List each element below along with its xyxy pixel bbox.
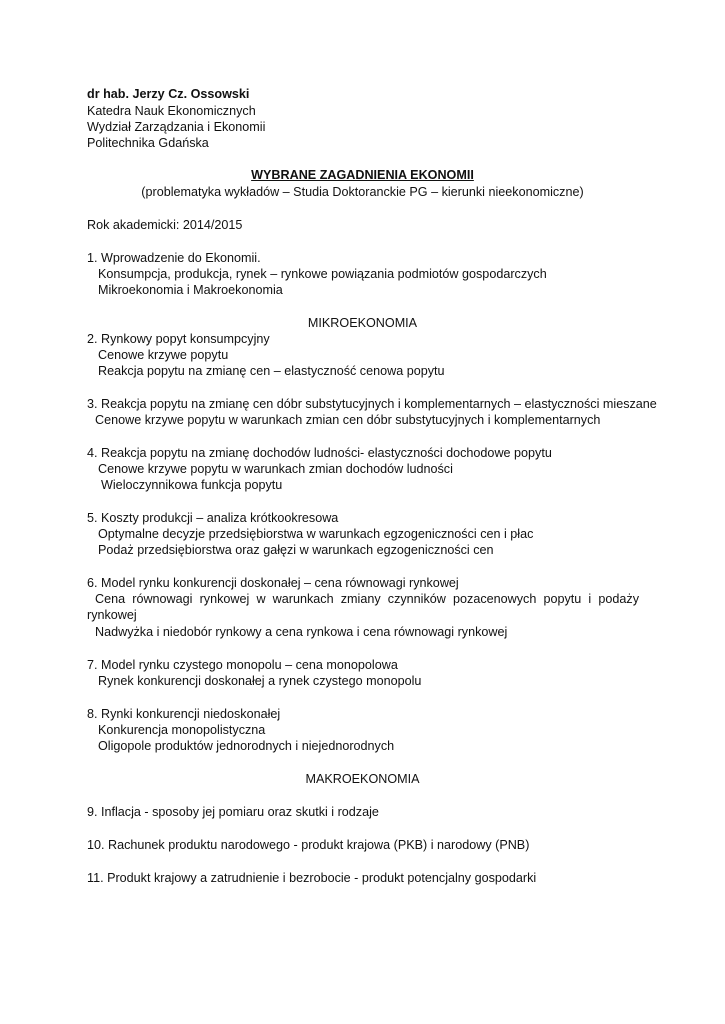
topic-6-sub-2: Nadwyżka i niedobór rynkowy a cena rynkowa i cena równowagi rynkowej — [95, 625, 508, 639]
topic-4-sub-2: Wieloczynnikowa funkcja popytu — [101, 478, 283, 492]
topic-1-sub-1: Konsumpcja, produkcja, rynek – rynkowe powiązania podmiotów gospodarczych — [98, 267, 547, 281]
topic-11-heading: 11. Produkt krajowy a zatrudnienie i bezrobocie - produkt potencjalny gospodarki — [87, 871, 537, 885]
topic-6-heading: 6. Model rynku konkurencji doskonałej – cena równowagi rynkowej — [87, 576, 459, 590]
document-title: WYBRANE ZAGADNIENIA EKONOMII — [251, 168, 474, 182]
topic-1-sub-2: Mikroekonomia i Makroekonomia — [98, 283, 283, 297]
topic-9-heading: 9. Inflacja - sposoby jej pomiaru oraz skutki i rodzaje — [87, 805, 379, 819]
topic-5-heading: 5. Koszty produkcji – analiza krótkookresowa — [87, 511, 339, 525]
topic-4-sub-1: Cenowe krzywe popytu w warunkach zmian dochodów ludności — [98, 462, 453, 476]
faculty-name: Wydział Zarządzania i Ekonomii — [87, 120, 266, 134]
topic-7-heading: 7. Model rynku czystego monopolu – cena monopolowa — [87, 658, 398, 672]
document-subtitle: (problematyka wykładów – Studia Doktoranckie PG – kierunki nieekonomiczne) — [141, 185, 584, 199]
section-microeconomics: MIKROEKONOMIA — [307, 316, 418, 330]
topic-8-sub-1: Konkurencja monopolistyczna — [98, 723, 266, 737]
section-macroeconomics: MAKROEKONOMIA — [305, 772, 420, 786]
topic-4-heading: 4. Reakcja popytu na zmianę dochodów ludności- elastyczności dochodowe popytu — [87, 446, 552, 460]
topic-8-sub-2: Oligopole produktów jednorodnych i niejednorodnych — [98, 739, 395, 753]
academic-year: Rok akademicki: 2014/2015 — [87, 218, 243, 232]
topic-10-heading: 10. Rachunek produktu narodowego - produkt krajowa (PKB) i narodowy (PNB) — [87, 838, 530, 852]
topic-7-sub-1: Rynek konkurencji doskonałej a rynek czystego monopolu — [98, 674, 422, 688]
topic-5-sub-1: Optymalne decyzje przedsiębiorstwa w warunkach egzogeniczności cen i płac — [98, 527, 534, 541]
topic-6-sub-1-continued: rynkowej — [87, 608, 137, 622]
author-name: dr hab. Jerzy Cz. Ossowski — [87, 87, 250, 101]
university-name: Politechnika Gdańska — [87, 136, 209, 150]
topic-8-heading: 8. Rynki konkurencji niedoskonałej — [87, 707, 281, 721]
topic-2-heading: 2. Rynkowy popyt konsumpcyjny — [87, 332, 270, 346]
department-name: Katedra Nauk Ekonomicznych — [87, 104, 256, 118]
topic-2-sub-1: Cenowe krzywe popytu — [98, 348, 229, 362]
topic-1-heading: 1. Wprowadzenie do Ekonomii. — [87, 251, 261, 265]
topic-5-sub-2: Podaż przedsiębiorstwa oraz gałęzi w warunkach egzogeniczności cen — [98, 543, 494, 557]
topic-3-heading: 3. Reakcja popytu na zmianę cen dóbr substytucyjnych i komplementarnych – elastyczności mieszane — [87, 397, 657, 411]
topic-3-sub-1: Cenowe krzywe popytu w warunkach zmian cen dóbr substytucyjnych i komplementarnych — [95, 413, 601, 427]
topic-6-sub-1: Cena równowagi rynkowej w warunkach zmiany czynników pozacenowych popytu i podaży — [95, 592, 639, 606]
topic-2-sub-2: Reakcja popytu na zmianę cen – elastyczność cenowa popytu — [98, 364, 445, 378]
